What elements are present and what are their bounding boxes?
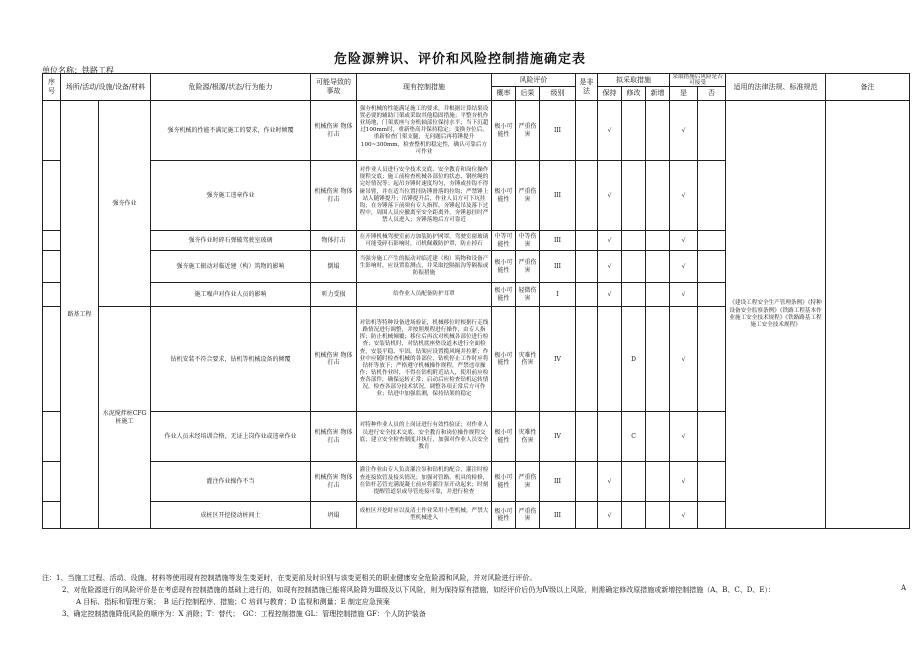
row-unacceptable xyxy=(576,161,598,231)
row-keep: √ xyxy=(598,502,622,529)
row-unacceptable xyxy=(576,231,598,251)
row-unacceptable xyxy=(576,412,598,462)
row-level: III xyxy=(540,462,576,502)
header-probability: 概率 xyxy=(492,87,516,101)
row-add xyxy=(646,101,670,161)
row-yes: √ xyxy=(670,101,698,161)
row-control: 在开锤机械驾驶室前方加装防护网罩，驾驶室窗玻璃可能受碎石影响时，司机佩戴防护罩，防止掉石 xyxy=(357,231,492,251)
row-probability: 极小可能性 xyxy=(492,251,516,283)
row-hazard: 作业人员未经培训合格、无证上岗作业或违章作业 xyxy=(151,412,311,462)
header-add: 新增 xyxy=(646,87,670,101)
header-seq: 序号 xyxy=(43,74,61,101)
row-add xyxy=(646,251,670,283)
row-unacceptable xyxy=(576,283,598,307)
row-no-check xyxy=(698,283,726,307)
header-remarks: 备注 xyxy=(826,74,910,101)
row-hazard: 灌注作业操作不当 xyxy=(151,462,311,502)
row-probability: 中等可能性 xyxy=(492,231,516,251)
row-no-check xyxy=(698,231,726,251)
row-control: 强夯机械的性能满足施工的要求，并根据计算结果设置必要的辅助门架或采取其他稳固措施；平整夯机作业场地，门架底座与夯机轴部位保持水平；当下沉超过100mm时，重新垫高并保持稳定；变换夯位后，重新检查门架支腿，无问题后再将锤提升100~300mm，检查整机的稳定性，确认可靠后方可作业 xyxy=(357,101,492,161)
row-add xyxy=(646,502,670,529)
row-no-check xyxy=(698,462,726,502)
row-modify xyxy=(622,251,646,283)
row-no xyxy=(43,231,61,251)
row-accident: 物体打击 xyxy=(311,231,357,251)
header-acceptable-group: 采取措施后风险是否可接受 xyxy=(670,74,726,87)
header-level: 级别 xyxy=(540,87,576,101)
header-modify: 修改 xyxy=(622,87,646,101)
row-unacceptable xyxy=(576,307,598,412)
row-no xyxy=(43,161,61,231)
row-no xyxy=(43,251,61,283)
row-keep: √ xyxy=(598,101,622,161)
row-probability: 极小可能性 xyxy=(492,101,516,161)
note-2-options: A 目标、指标和管理方案； B 运行控制程序、措施；C 培训与教育；D 监视和测量；E 制定应急预案 xyxy=(76,598,390,606)
row-consequence: 严重伤害 xyxy=(516,462,540,502)
row-accident: 机械伤害 物体打击 xyxy=(311,462,357,502)
risk-table xyxy=(42,73,910,529)
row-add xyxy=(646,283,670,307)
row-consequence: 严重伤害 xyxy=(516,101,540,161)
subarea-cell: 水泥搅拌桩CFG桩施工 xyxy=(99,307,151,529)
row-no-check xyxy=(698,251,726,283)
row-level: III xyxy=(540,161,576,231)
row-no-check xyxy=(698,502,726,529)
row-probability: 极小可能性 xyxy=(492,283,516,307)
row-no-check xyxy=(698,161,726,231)
row-yes: √ xyxy=(670,462,698,502)
row-control: 对特种作业人员的上岗证进行有效性验证；对作业人员进行安全技术交底、安全教育和岗位操作规程交底；建立安全检查制度并执行，加强对作业人员安全教育 xyxy=(357,412,492,462)
header-laws: 适用的法律法规、标准规范 xyxy=(726,74,826,101)
row-hazard: 强夯施工振动对临近建（构）筑物的影响 xyxy=(151,251,311,283)
row-level: III xyxy=(540,251,576,283)
page-title: 危险源辨识、评价和风险控制措施确定表 xyxy=(333,52,586,67)
header-controls: 现有控制措施 xyxy=(357,74,492,101)
row-yes: √ xyxy=(670,251,698,283)
row-consequence: 严重伤害 xyxy=(516,502,540,529)
row-consequence: 灾难性伤害 xyxy=(516,307,540,412)
note-3: 3、确定控制措施降低风险的顺序为：X 消除；T：替代； GC：工程控制措施 GL：管理控制措施 GF：个人防护装备 xyxy=(62,610,426,618)
row-probability: 极小可能性 xyxy=(492,502,516,529)
row-accident: 坍塌 xyxy=(311,502,357,529)
row-modify xyxy=(622,101,646,161)
note-1: 注：1、当施工过程、活动、设施、材料等使用现有控制措施等发生变更时，在变更前及时识别与该变更相关的职业健康安全危险源和风险，并对风险进行评价。 xyxy=(42,574,537,582)
row-control: 成桩区开挖时应以及清土作业采用小型机械，严禁大型机械进入 xyxy=(357,502,492,529)
row-yes: √ xyxy=(670,161,698,231)
row-consequence: 严重伤害 xyxy=(516,251,540,283)
row-hazard: 钻机安装不符合要求，钻机等机械设备的倾覆 xyxy=(151,307,311,412)
header-no: 否 xyxy=(698,87,726,101)
row-consequence: 严重伤害 xyxy=(516,161,540,231)
row-keep: √ xyxy=(598,462,622,502)
row-level: I xyxy=(540,283,576,307)
header-yes: 是 xyxy=(670,87,698,101)
header-location: 场所/活动/设施/设备/材料 xyxy=(61,74,151,101)
row-unacceptable xyxy=(576,502,598,529)
header-hazard: 危险源/根源/状态/行为能力 xyxy=(151,74,311,101)
row-no xyxy=(43,101,61,161)
row-keep: √ xyxy=(598,161,622,231)
row-add xyxy=(646,231,670,251)
row-accident: 机械伤害 物体打击 xyxy=(311,101,357,161)
row-level: IV xyxy=(540,307,576,412)
row-unacceptable xyxy=(576,101,598,161)
row-level: III xyxy=(540,231,576,251)
row-no-check xyxy=(698,101,726,161)
row-keep xyxy=(598,412,622,462)
row-unacceptable xyxy=(576,251,598,283)
row-add xyxy=(646,307,670,412)
row-accident: 机械伤害 物体打击 xyxy=(311,412,357,462)
row-yes: √ xyxy=(670,412,698,462)
row-hazard: 强夯机械的性能不满足施工的要求，作业时倾覆 xyxy=(151,101,311,161)
edge-mark: A xyxy=(900,584,906,592)
row-modify: D xyxy=(622,307,646,412)
row-level: III xyxy=(540,101,576,161)
row-hazard: 强夯施工违章作业 xyxy=(151,161,311,231)
row-level: IV xyxy=(540,412,576,462)
row-modify xyxy=(622,231,646,251)
row-control: 对钻机等特种设备进场验证，机械移位时根据行走线路情况进行调整，并按照规程进行操作，由专人指挥；防止机械倾覆；移位后再次对机械各部位进行检查；安装钻机时，对钻机底座垫设道木进行全面检查，安装平稳、牢固，钻架应设置揽风绳并拉紧；作业中应随时检查机械的各部位，钻机停止工作时应将钻杆等放下；严格遵守机械操作规程，严禁违章操作；钻机作业时，不得在钻机附近站人，使用前应检查各部件，确保运转正常；启动后应检查钻机运转情况，检查各部分技术状况，调整各项正常后方可作业；钻进中加强监测，保持钻架的稳定 xyxy=(357,307,492,412)
row-probability: 极小可能性 xyxy=(492,462,516,502)
row-modify xyxy=(622,283,646,307)
row-control: 给作业人员配备防护耳罩 xyxy=(357,283,492,307)
row-unacceptable xyxy=(576,462,598,502)
row-add xyxy=(646,161,670,231)
row-no-check xyxy=(698,307,726,412)
header-keep: 保持 xyxy=(598,87,622,101)
unit-label: 单位名称：铁路工程 xyxy=(42,66,114,75)
row-yes: √ xyxy=(670,307,698,412)
row-no xyxy=(43,412,61,462)
notes-block xyxy=(42,572,902,620)
row-control: 灌注作业由专人负责灌注泵和钻机的配合，灌注时检查连接软管及接头情况；加强对管路、机具的检修，在钻杆芯管充满混凝土前应将灌注泵开动起来；时刻提醒管道泵或导管连接可靠，并进行检查 xyxy=(357,462,492,502)
row-keep: √ xyxy=(598,231,622,251)
row-no xyxy=(43,502,61,529)
row-hazard: 成桩区开挖挠动桩间土 xyxy=(151,502,311,529)
area-cell: 路基工程 xyxy=(61,101,99,529)
header-unacceptable: 是非法 xyxy=(576,74,598,101)
row-accident: 机械伤害 物体打击 xyxy=(311,161,357,231)
row-consequence: 中等伤害 xyxy=(516,231,540,251)
table-row xyxy=(43,101,910,161)
row-control: 当强夯施工产生的振动对临近建（构）筑物和设备产生影响时，应设置监测点，并采取挖隔振沟等隔振或防振措施 xyxy=(357,251,492,283)
row-consequence: 轻微伤害 xyxy=(516,283,540,307)
row-yes: √ xyxy=(670,231,698,251)
header-consequence: 后果 xyxy=(516,87,540,101)
row-no-check xyxy=(698,412,726,462)
row-probability: 极小可能性 xyxy=(492,412,516,462)
laws-cell: 《建设工程安全生产管理条例》《特种设备安全监察条例》《铁路工程基本作业施工安全技术规程》《铁路路基工程施工安全技术规程》 xyxy=(726,101,826,529)
row-probability: 极小可能性 xyxy=(492,161,516,231)
row-modify xyxy=(622,502,646,529)
row-yes: √ xyxy=(670,502,698,529)
row-modify xyxy=(622,462,646,502)
row-hazard: 施工噪声对作业人员的影响 xyxy=(151,283,311,307)
row-keep: √ xyxy=(598,283,622,307)
row-accident: 听力受损 xyxy=(311,283,357,307)
row-keep: √ xyxy=(598,251,622,283)
row-control: 对作业人员进行安全技术交底、安全教育和岗位操作规程交底；施工前检查机械各部位的状态、钢丝绳的完好情况等；起吊夯锤时速度均匀，夯锤或挂钩不得碰吊臂，并在适当位置挂防锤滑落的拉钩；严禁锤上站人随锤提升；吊锤提升后，作业人员方可下坑挂钩；在夯锤落下前须有专人指挥，夯锤起吊及落下过程中，周围人员应撤离至安全距离外，夯锤悬挂时严禁人员进入；夯锤落地后方可靠近 xyxy=(357,161,492,231)
row-modify xyxy=(622,161,646,231)
note-2: 2、对危险源进行的风险评价是在考虑现有控制措施的基础上进行的，如现有控制措施已能将风险降为Ⅲ级及以下风险，则为保持原有措施，如经评价后仍为Ⅳ级以上风险，则需确定修改原措施或新增控制措施（A、B、C、D、E）： xyxy=(62,586,775,594)
row-modify: C xyxy=(622,412,646,462)
header-risk-group: 风险评价 xyxy=(492,74,576,87)
row-level: III xyxy=(540,502,576,529)
row-accident: 机械伤害 物体打击 xyxy=(311,307,357,412)
header-planned-group: 拟采取措施 xyxy=(598,74,670,87)
subarea-cell: 强夯作业 xyxy=(99,101,151,307)
row-no xyxy=(43,462,61,502)
row-add xyxy=(646,462,670,502)
row-no xyxy=(43,307,61,412)
row-no xyxy=(43,283,61,307)
remarks-cell xyxy=(826,101,910,529)
row-accident: 倒塌 xyxy=(311,251,357,283)
row-add xyxy=(646,412,670,462)
row-consequence: 灾难性伤害 xyxy=(516,412,540,462)
row-probability: 极小可能性 xyxy=(492,307,516,412)
row-hazard: 强夯作业时碎石弹破驾驶室玻璃 xyxy=(151,231,311,251)
header-accident: 可能导致的事故 xyxy=(311,74,357,101)
row-yes: √ xyxy=(670,283,698,307)
row-keep xyxy=(598,307,622,412)
